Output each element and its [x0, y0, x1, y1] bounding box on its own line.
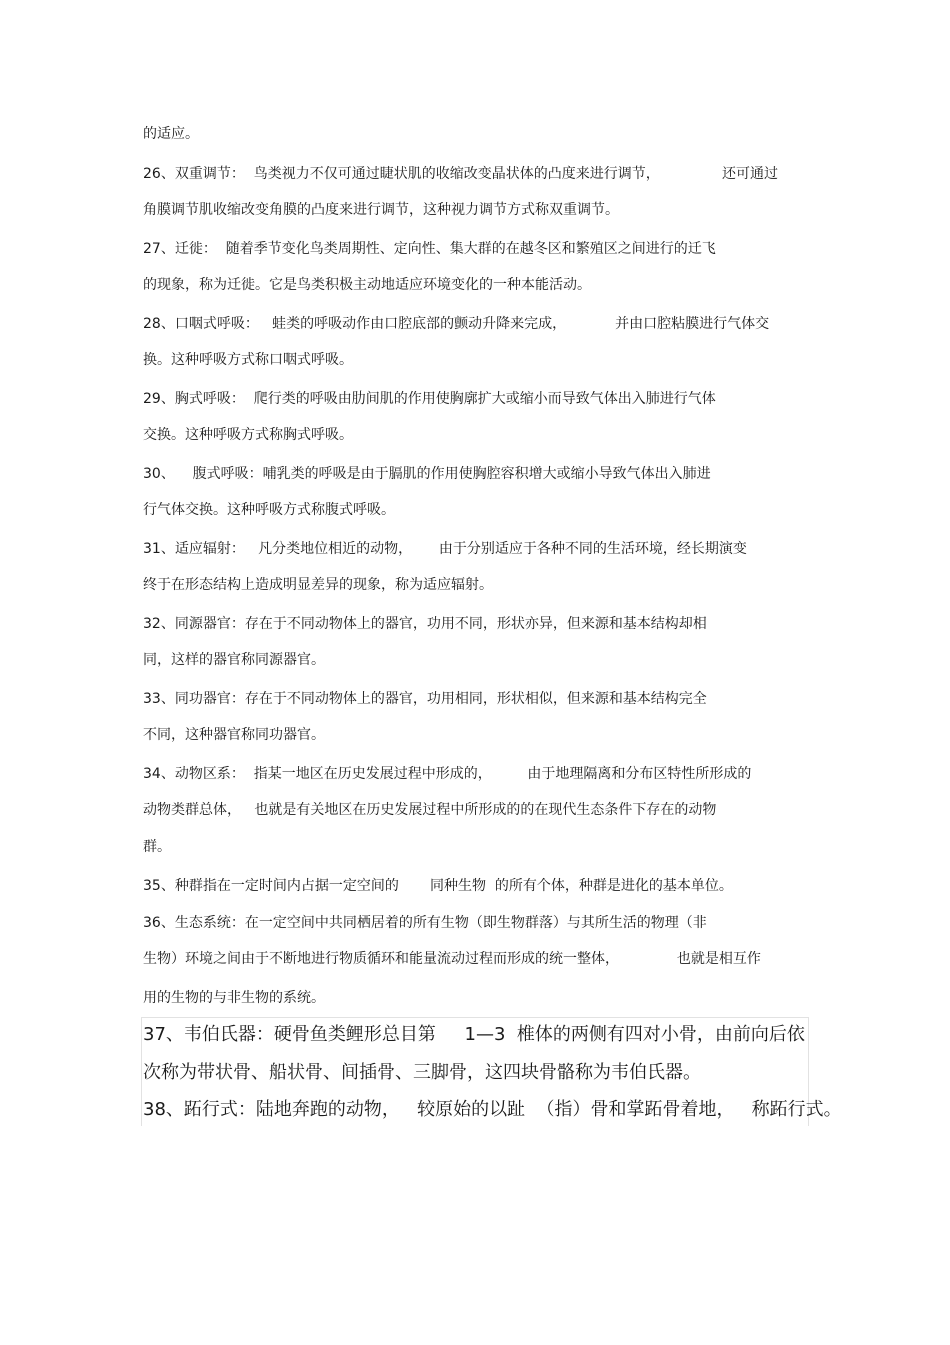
- text-line: 36、生态系统：在一定空间中共同栖居着的所有生物（即生物群落）与其所生活的物理（非: [143, 915, 707, 931]
- text-line: 群。: [143, 839, 171, 855]
- text-line: 换。这种呼吸方式称口咽式呼吸。: [143, 352, 353, 368]
- text-line: 动物类群总体， 也就是有关地区在历史发展过程中所形成的的在现代生态条件下存在的动物: [143, 802, 717, 818]
- text-line: 32、同源器官：存在于不同动物体上的器官，功用不同，形状亦异，但来源和基本结构却相: [143, 616, 707, 632]
- text-line: 同，这样的器官称同源器官。: [143, 652, 325, 668]
- text-line: 34、动物区系： 指某一地区在历史发展过程中形成的， 由于地理隔离和分布区特性所形成的: [143, 766, 752, 782]
- text-line: 26、双重调节： 鸟类视力不仅可通过睫状肌的收缩改变晶状体的凸度来进行调节， 还可通过: [143, 166, 779, 182]
- text-line: 角膜调节肌收缩改变角膜的凸度来进行调节，这种视力调节方式称双重调节。: [143, 202, 619, 218]
- text-line: 生物）环境之间由于不断地进行物质循环和能量流动过程而形成的统一整体， 也就是相互作: [143, 951, 761, 967]
- text-line: 不同，这种器官称同功器官。: [143, 727, 325, 743]
- text-line: 30、 腹式呼吸：哺乳类的呼吸是由于膈肌的作用使胸腔容积增大或缩小导致气体出入肺进: [143, 466, 711, 482]
- text-line: 27、迁徙： 随着季节变化鸟类周期性、定向性、集大群的在越冬区和繁殖区之间进行的迁飞: [143, 241, 716, 257]
- text-line: 的适应。: [143, 126, 199, 142]
- text-line: 交换。这种呼吸方式称胸式呼吸。: [143, 427, 353, 443]
- text-line: 用的生物的与非生物的系统。: [143, 990, 325, 1006]
- text-line: 的现象，称为迁徙。它是鸟类积极主动地适应环境变化的一种本能活动。: [143, 277, 591, 293]
- text-line: 行气体交换。这种呼吸方式称腹式呼吸。: [143, 502, 395, 518]
- text-line: 35、种群指在一定时间内占据一定空间的 同种生物 的所有个体，种群是进化的基本单位。: [143, 878, 733, 894]
- text-line-large: 次称为带状骨、船状骨、间插骨、三脚骨，这四块骨骼称为韦伯氏器。: [143, 1062, 701, 1083]
- text-line-large: 38、跖行式：陆地奔跑的动物， 较原始的以趾 （指）骨和掌跖骨着地， 称跖行式。: [143, 1099, 842, 1120]
- text-line: 终于在形态结构上造成明显差异的现象，称为适应辐射。: [143, 577, 493, 593]
- text-line-large: 37、韦伯氏器：硬骨鱼类鲤形总目第 1—3 椎体的两侧有四对小骨，由前向后依: [143, 1024, 805, 1045]
- text-line: 31、适应辐射： 凡分类地位相近的动物， 由于分别适应于各种不同的生活环境，经长期演变: [143, 541, 747, 557]
- text-line: 29、胸式呼吸： 爬行类的呼吸由肋间肌的作用使胸廓扩大或缩小而导致气体出入肺进行气体: [143, 391, 716, 407]
- text-line: 28、口咽式呼吸： 蛙类的呼吸动作由口腔底部的颤动升降来完成， 并由口腔粘膜进行气体交: [143, 316, 770, 332]
- text-line: 33、同功器官：存在于不同动物体上的器官，功用相同，形状相似，但来源和基本结构完全: [143, 691, 707, 707]
